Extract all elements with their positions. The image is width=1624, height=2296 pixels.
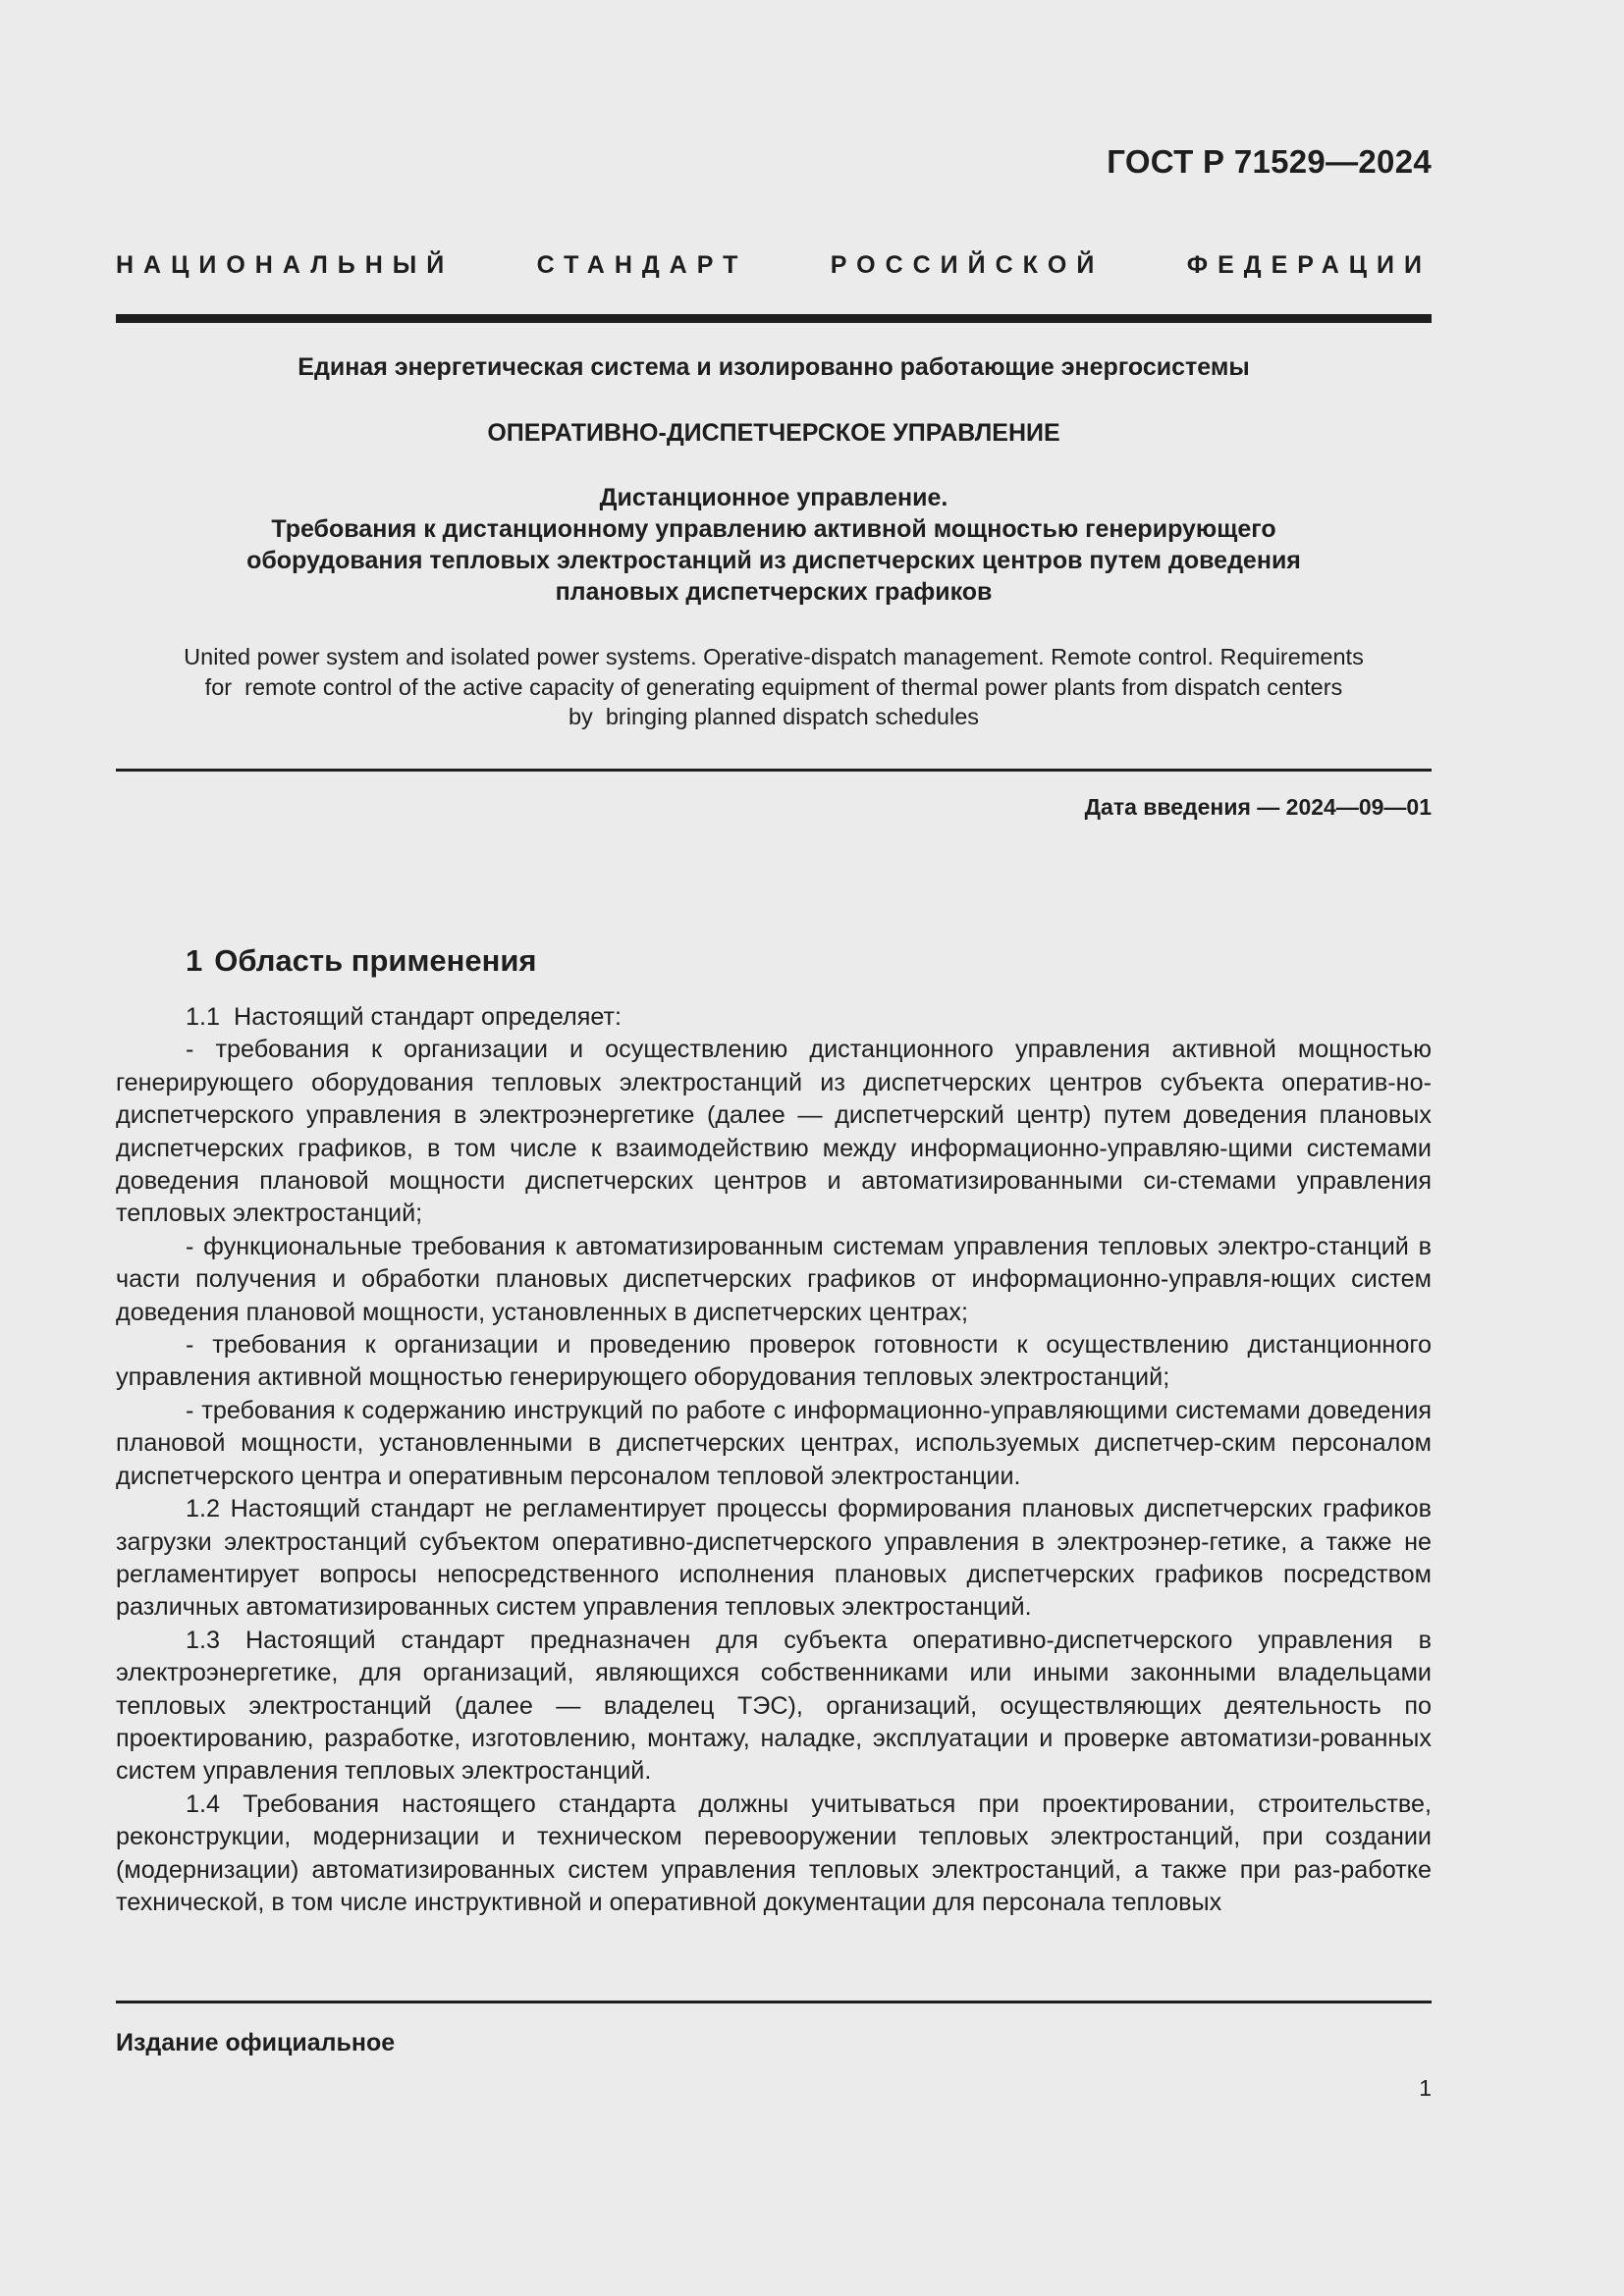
footer-divider [116, 2001, 1432, 2003]
section-heading [186, 943, 549, 979]
page-number: 1 [1419, 2075, 1432, 2101]
paragraph: - функциональные требования к автоматизированным системам управления тепловых электро-станций в части получения и обработки плановых диспетчерских графиков от информационно-управля-ющих систем доведения плановой мощности, установленных в диспетчерских центрах; [116, 1232, 1432, 1326]
introduction-date: Дата введения — 2024—09—01 [1084, 794, 1432, 820]
paragraph: 1.4 Требования настоящего стандарта должны учитываться при проектировании, строительстве, реконструкции, модернизации и техническом перевооружении тепловых электростанций, при создании (модернизации) автоматизированных систем управления тепловых электростанций, а также при раз-работке технической, в том числе инструктивной и оперативной документации для персонала тепловых [116, 1789, 1432, 1916]
paragraph: 1.2 Настоящий стандарт не регламентирует процессы формирования плановых диспетчерских графиков загрузки электростанций субъектом оперативно-диспетчерского управления в электроэнер-гетике, а также не регламентирует вопросы непосредственного исполнения плановых диспетчерских графиков посредством различных автоматизированных систем управления тепловых электростанций. [116, 1495, 1432, 1622]
document-title-line: Дистанционное управление. [599, 484, 948, 511]
document-title-line: оборудования тепловых электростанций из диспетчерских центров путем доведения [246, 547, 1301, 574]
paragraph: 1.1 Настоящий стандарт определяет: [186, 1003, 623, 1031]
english-title-line: by bringing planned dispatch schedules [568, 704, 980, 729]
official-edition-label: Издание официальное [116, 2029, 396, 2056]
english-title-line: United power system and isolated power systems. Operative-dispatch management. Remote control. Requirements [184, 644, 1364, 669]
section-body [116, 1001, 1432, 1919]
document-title-line: плановых диспетчерских графиков [555, 578, 993, 606]
document-page [116, 0, 1432, 2296]
paragraph: - требования к содержанию инструкций по работе с информационно-управляющими системами доведения плановой мощности, установленными в диспетчерских центрах, используемых диспетчер-ским персоналом диспетчерского центра и оперативным персоналом тепловой электростанции. [116, 1396, 1432, 1490]
section-number: 1 [186, 943, 203, 978]
paragraph: 1.3 Настоящий стандарт предназначен для субъекта оперативно-диспетчерского управления в электроэнергетике, для организаций, являющихся собственниками или иными законными владельцами тепловых электростанций (далее — владелец ТЭС), организаций, осуществляющих деятельность по проектированию, разработке, изготовлению, монтажу, наладке, эксплуатации и проверке автоматизи-рованных систем управления тепловых электростанций. [116, 1626, 1432, 1786]
title-divider [116, 769, 1432, 772]
system-title: Единая энергетическая система и изолированно работающие энергосистемы [298, 353, 1250, 381]
header-divider [116, 314, 1432, 323]
standard-code: ГОСТ Р 71529—2024 [1107, 143, 1432, 180]
paragraph: - требования к организации и проведению проверок готовности к осуществлению дистанционного управления активной мощностью генерирующего оборудования тепловых электростанций; [116, 1331, 1432, 1392]
english-title [116, 642, 1432, 732]
national-standard-banner: НАЦИОНАЛЬНЫЙ СТАНДАРТ РОССИЙСКОЙ ФЕДЕРАЦИИ [116, 251, 1432, 279]
document-title-line: Требования к дистанционному управлению активной мощностью генерирующего [271, 515, 1276, 543]
document-title [116, 482, 1432, 608]
section-title: Область применения [214, 943, 537, 978]
category-title: ОПЕРАТИВНО-ДИСПЕТЧЕРСКОЕ УПРАВЛЕНИЕ [487, 419, 1060, 447]
english-title-line: for remote control of the active capacity of generating equipment of thermal power plants from dispatch centers [204, 673, 1343, 700]
paragraph: - требования к организации и осуществлению дистанционного управления активной мощностью генерирующего оборудования тепловых электростанций из диспетчерских центров субъекта оператив-но-диспетчерского управления в электроэнергетике (далее — диспетчерский центр) путем доведения плановых диспетчерских графиков, в том числе к взаимодействию между информационно-управляю-щими системами доведения плановой мощности диспетчерских центров и автоматизированными си-стемами управления тепловых электростанций; [116, 1036, 1432, 1228]
